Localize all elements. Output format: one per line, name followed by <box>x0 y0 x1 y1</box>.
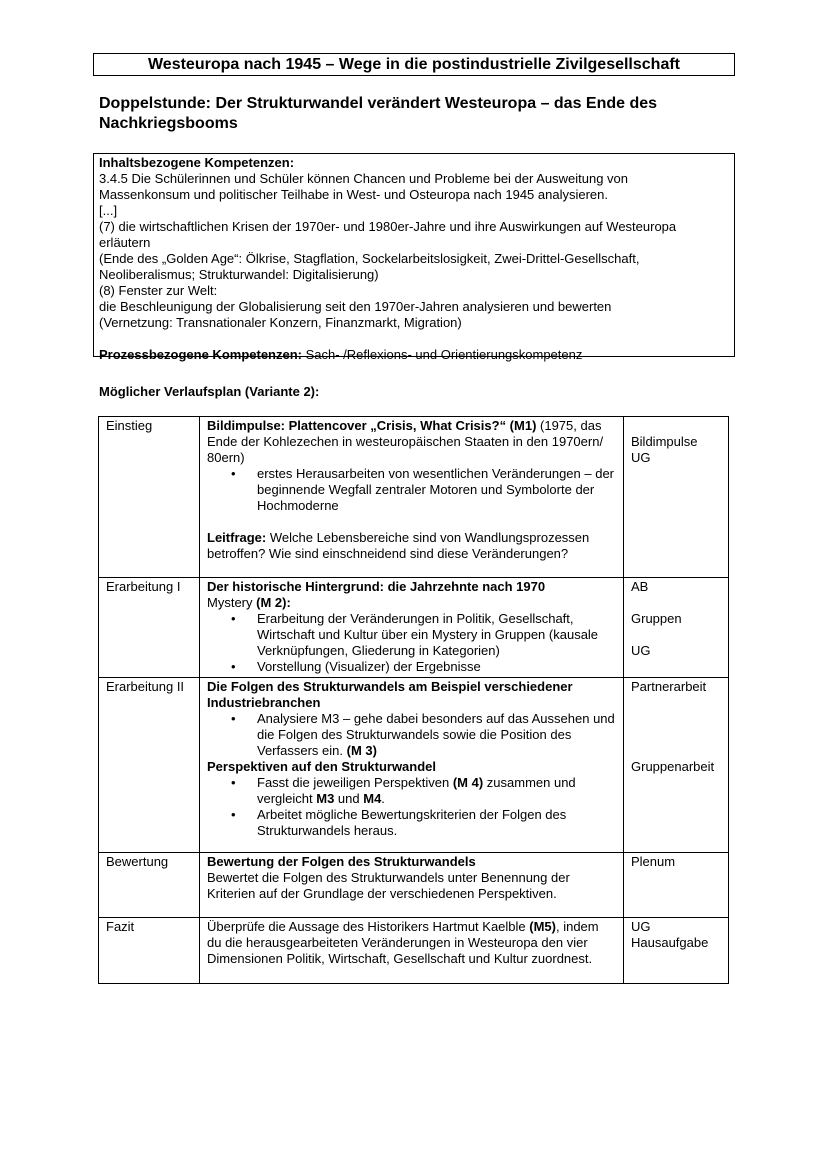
material-ref: M3 <box>316 791 335 806</box>
competence-line: (8) Fenster zur Welt: <box>99 283 218 298</box>
list-item-text: . <box>381 791 385 806</box>
row-heading: Bildimpulse: Plattencover „Crisis, What Crisis?“ (M1) <box>207 418 537 433</box>
row-heading: Perspektiven auf den Strukturwandel <box>207 759 437 774</box>
table-row <box>99 853 729 918</box>
list-item: • Arbeitet mögliche Bewertungskriterien der Folgen des Strukturwandels heraus. <box>257 807 616 839</box>
method-label: UG <box>631 919 651 934</box>
competence-line: die Beschleunigung der Globalisierung seit den 1970er-Jahren analysieren und bewerten <box>99 299 612 314</box>
list-item: • erstes Herausarbeiten von wesentlichen Veränderungen – der beginnende Wegfall zentraler Motoren und Symbolorte der Hochmoderne <box>257 466 616 514</box>
content-cell <box>200 678 624 853</box>
method-label: Hausaufgabe <box>631 935 709 950</box>
competence-line: Massenkonsum und politischer Teilhabe in West- und Osteuropa nach 1945 analysieren. <box>99 187 608 202</box>
method-cell <box>624 578 729 678</box>
method-label: Bildimpulse <box>631 434 698 449</box>
document-title: Westeuropa nach 1945 – Wege in die postindustrielle Zivilgesellschaft <box>93 53 735 76</box>
method-label: Gruppenarbeit <box>631 759 715 774</box>
method-cell <box>624 678 729 853</box>
method-label: UG <box>631 643 651 658</box>
lesson-plan-table <box>98 416 729 984</box>
method-label: UG <box>631 450 651 465</box>
content-cell <box>200 918 624 984</box>
material-ref: (M 2): <box>256 595 291 610</box>
competence-line: erläutern <box>99 235 151 250</box>
table-row <box>99 578 729 678</box>
lesson-subtitle: Doppelstunde: Der Strukturwandel verändert Westeuropa – das Ende des Nachkriegsbooms <box>99 95 658 132</box>
row-heading-rest: (1975, das Ende der Kohlezechen in westeuropäischen Staaten in den 1970ern/ 80ern) <box>207 418 604 465</box>
table-row <box>99 678 729 853</box>
plan-title: Möglicher Verlaufsplan (Variante 2): <box>99 384 320 399</box>
table-row <box>99 918 729 984</box>
content-competences-heading: Inhaltsbezogene Kompetenzen: <box>99 155 295 170</box>
row-heading: Bewertung der Folgen des Strukturwandels <box>207 854 476 869</box>
list-item: • Vorstellung (Visualizer) der Ergebnisse <box>257 659 616 675</box>
guiding-question-label: Leitfrage: <box>207 530 267 545</box>
competence-line: Neoliberalismus; Strukturwandel: Digitalisierung) <box>99 267 379 282</box>
competences-box <box>93 153 735 362</box>
method-cell <box>624 417 729 578</box>
method-label: Plenum <box>631 854 676 869</box>
content-cell <box>200 417 624 578</box>
content-cell <box>200 853 624 918</box>
competence-line: 3.4.5 Die Schülerinnen und Schüler können Chancen und Probleme bei der Ausweitung von <box>99 171 629 186</box>
phase-cell: Bewertung <box>99 853 200 918</box>
list-item-text: Fasst die jeweiligen Perspektiven <box>257 775 453 790</box>
process-competences-text: Sach- /Reflexions- und Orientierungskompetenz <box>302 347 583 362</box>
material-ref: (M5) <box>529 919 556 934</box>
competence-line: [...] <box>99 203 118 218</box>
phase-cell: Fazit <box>99 918 200 984</box>
material-ref: M4 <box>363 791 382 806</box>
row-subheading: Mystery <box>207 595 257 610</box>
content-cell <box>200 578 624 678</box>
material-ref: (M 3) <box>346 743 377 758</box>
process-competences-heading: Prozessbezogene Kompetenzen: <box>99 347 302 362</box>
method-label: Partnerarbeit <box>631 679 707 694</box>
material-ref: (M 4) <box>452 775 484 790</box>
method-cell <box>624 918 729 984</box>
competence-line: (Vernetzung: Transnationaler Konzern, Finanzmarkt, Migration) <box>99 315 462 330</box>
row-heading: Der historische Hintergrund: die Jahrzehnte nach 1970 <box>207 579 546 594</box>
row-text: Bewertet die Folgen des Strukturwandels unter Benennung der Kriterien auf der Grundlage der verschiedenen Perspektiven. <box>207 870 570 901</box>
list-item: • Erarbeitung der Veränderungen in Politik, Gesellschaft, Wirtschaft und Kultur über ein Mystery in Gruppen (kausale Verknüpfungen, Gliederung in Kategorien) <box>257 611 616 659</box>
competence-line: (Ende des „Golden Age“: Ölkrise, Stagflation, Sockelarbeitslosigkeit, Zwei-Drittel-Gesellschaft, <box>99 251 640 266</box>
row-text: , indem du die herausgearbeiteten Veränderungen in Westeuropa den vier Dimensionen Politik, Wirtschaft, Gesellschaft und Kultur zuordnest. <box>207 919 599 966</box>
row-heading: Die Folgen des Strukturwandels am Beispiel verschiedener Industriebranchen <box>207 679 573 710</box>
table-row <box>99 417 729 578</box>
phase-cell: Erarbeitung I <box>99 578 200 678</box>
guiding-question-text: Welche Lebensbereiche sind von Wandlungsprozessen betroffen? Wie sind einschneidend sind diese Veränderungen? <box>207 530 590 561</box>
row-text: Überprüfe die Aussage des Historikers Hartmut Kaelble <box>207 919 530 934</box>
phase-cell: Erarbeitung II <box>99 678 200 853</box>
list-item-text: und <box>334 791 364 806</box>
process-competences <box>99 347 729 363</box>
method-label: AB <box>631 579 649 594</box>
list-item <box>257 775 616 807</box>
list-item-text: Analysiere M3 – gehe dabei besonders auf das Aussehen und die Folgen des Strukturwandels sowie die Position des Verfassers ein. <box>257 711 615 758</box>
list-item-text: zusammen und vergleicht <box>257 775 576 806</box>
method-cell <box>624 853 729 918</box>
method-label: Gruppen <box>631 611 682 626</box>
phase-cell: Einstieg <box>99 417 200 578</box>
competence-line: (7) die wirtschaftlichen Krisen der 1970er- und 1980er-Jahre und ihre Auswirkungen auf Westeuropa <box>99 219 677 234</box>
list-item <box>257 711 616 759</box>
